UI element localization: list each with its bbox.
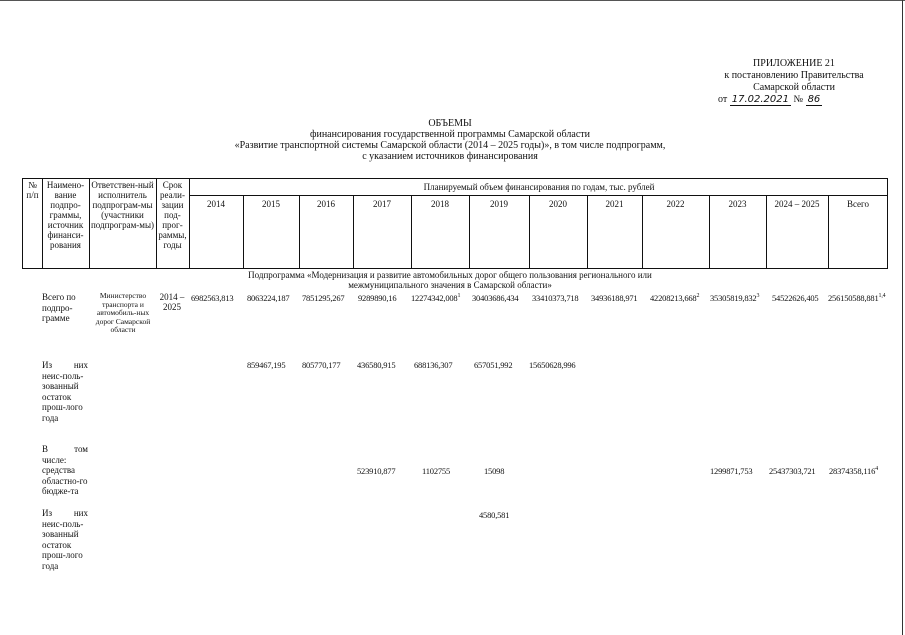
row-total-2017: 9289890,16 (358, 293, 397, 303)
year-2023: 2023 (728, 199, 747, 209)
row-total-label: Всего по подпро-грамме (42, 292, 76, 323)
year-divider (766, 195, 767, 268)
row-total-2022: 42208213,668$^2$ (650, 293, 700, 303)
row-regional-2017: 523910,877 (357, 466, 396, 476)
row-total-2018: 12274342,008$^1$ (411, 293, 461, 303)
row-unused2-2019: 4580,581 (479, 510, 510, 520)
row-total-2014: 6982563,813 (191, 293, 234, 303)
row-unused1-2016: 805770,177 (302, 360, 341, 370)
header-plan: Планируемый объем финансирования по годам, тыс. рублей (423, 182, 655, 192)
year-total: Всего (846, 199, 870, 209)
subprogram-line2: межмуниципального значения в Самарской области» (348, 280, 552, 290)
header-executor: Ответствен-ный исполнитель подпрограм-мы (участники подпрограм-мы) (90, 180, 155, 230)
col-divider (189, 179, 190, 268)
appendix-title: ПРИЛОЖЕНИЕ 21 (753, 58, 835, 69)
appendix-header (700, 58, 888, 106)
title-line3: «Развитие транспортной системы Самарской области (2014 – 2025 годы)», в том числе подпрограмм, (234, 140, 666, 151)
row-total-2024-2025: 54522626,405 (772, 293, 819, 303)
subprogram-line1: Подпрограмма «Модернизация и развитие автомобильных дорог общего пользования регионального или (248, 270, 652, 280)
row-total-2021: 34936188,971 (591, 293, 638, 303)
appendix-line2: Самарской области (753, 82, 835, 93)
year-2018: 2018 (431, 199, 449, 209)
row-total-2019: 30403686,434 (472, 293, 519, 303)
page-right-edge (902, 0, 903, 635)
row-unused1-label: Из них неис-поль-зованный остаток прош-лого года (42, 360, 88, 423)
row-total-2016: 7851295,267 (302, 293, 345, 303)
row-total-2020: 33410373,718 (532, 293, 579, 303)
year-2021: 2021 (605, 199, 624, 209)
row-regional-label: В том числе: средства областно-го бюдже-та (42, 444, 88, 496)
year-2016: 2016 (317, 199, 335, 209)
row-unused1-2017: 436580,915 (357, 360, 396, 370)
date-value: 17.02.2021 (731, 94, 790, 105)
row-regional-2019: 15098 (484, 466, 505, 476)
header-name: Наимено-вание подпро-граммы, источник финанси-рования (46, 180, 85, 250)
appendix-line1: к постановлению Правительства (724, 70, 864, 81)
row-regional-sum: 28374358,116$^4$ (829, 466, 878, 476)
row-total-term: 2014 – 2025 (159, 292, 185, 312)
year-2024-2025: 2024 – 2025 (774, 199, 820, 209)
row-total-2023: 35305819,832$^3$ (710, 293, 760, 303)
row-unused2-label: Из них неис-поль-зованный остаток прош-лого года (42, 508, 88, 571)
title-line1: ОБЪЕМЫ (428, 118, 472, 129)
year-2015: 2015 (262, 199, 280, 209)
row-total-sum: 256150588,881$^{1,4}$ (828, 293, 886, 303)
document-title (150, 118, 750, 162)
row-total-executor: Министерство транспорта и автомобиль-ных дорог Самарской области (95, 291, 151, 334)
appendix-date-line (700, 94, 888, 106)
year-row-divider (189, 195, 887, 196)
year-2020: 2020 (549, 199, 567, 209)
year-2022: 2022 (666, 199, 685, 209)
table-header (22, 178, 888, 269)
row-total-2015: 8063224,187 (247, 293, 290, 303)
row-unused1-2019: 657051,992 (474, 360, 513, 370)
row-unused1-2015: 859467,195 (247, 360, 286, 370)
subprogram-title (200, 270, 700, 290)
year-2019: 2019 (490, 199, 508, 209)
title-line4: с указанием источников финансирования (362, 151, 538, 162)
number-prefix: № (793, 94, 804, 105)
row-regional-2024-2025: 25437303,721 (769, 466, 816, 476)
title-line2: финансирования государственной программы Самарской области (309, 129, 590, 140)
page-top-edge (0, 0, 905, 1)
header-num: № п/п (26, 180, 39, 200)
row-unused1-2020: 15650628,996 (529, 360, 576, 370)
header-term: Срок реали-зации под-прог-раммы, годы (158, 180, 187, 250)
row-unused1-2018: 688136,307 (414, 360, 453, 370)
year-2017: 2017 (373, 199, 391, 209)
year-2014: 2014 (207, 199, 225, 209)
number-value: 86 (807, 94, 821, 105)
row-regional-2023: 1299871,753 (710, 466, 753, 476)
date-prefix: от (718, 94, 728, 105)
row-regional-2018: 1102755 (422, 466, 451, 476)
